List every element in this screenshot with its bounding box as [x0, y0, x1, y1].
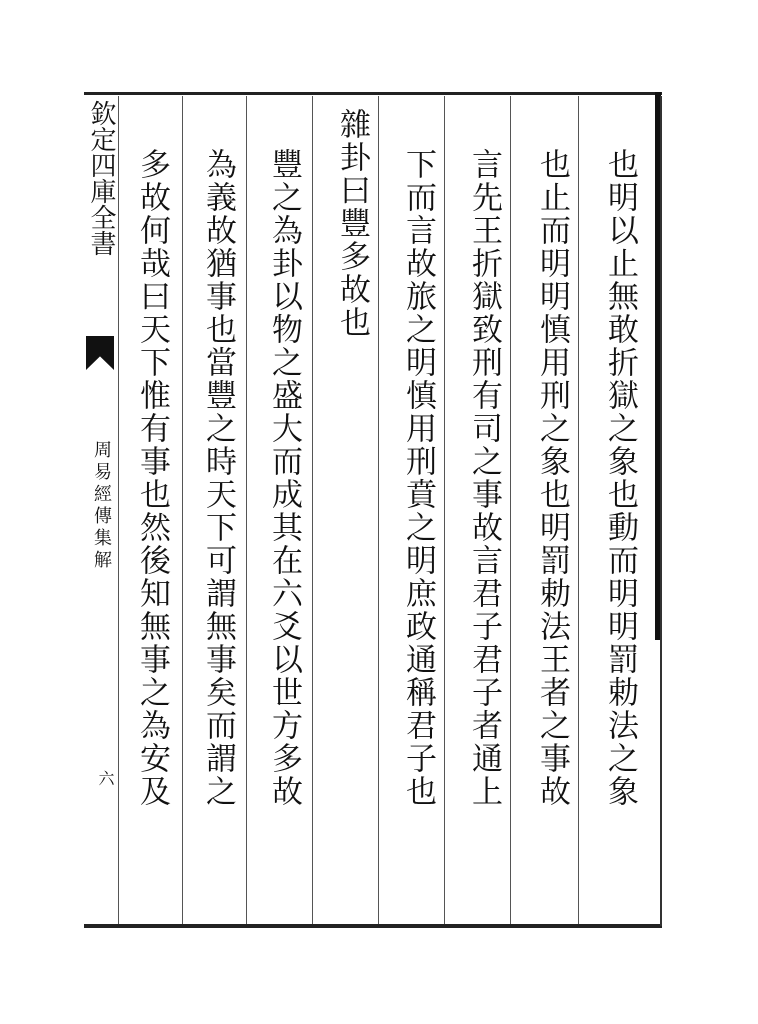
- column-rule: [444, 96, 445, 924]
- text-column-8: 多故何哉曰天下惟有事也然後知無事之為安及: [134, 148, 170, 808]
- frame-top-border: [84, 92, 662, 95]
- text-column-6: 豐之為卦以物之盛大而成其在六爻以世方多故: [266, 148, 302, 808]
- column-rule: [118, 96, 119, 924]
- text-column-5-heading: 雜卦曰豐多故也: [334, 108, 370, 339]
- column-rule: [510, 96, 511, 924]
- page-number: 六: [96, 770, 115, 786]
- text-column-3: 言先王折獄致刑有司之事故言君子君子者通上: [466, 148, 502, 808]
- text-column-4: 下而言故旅之明慎用刑賁之明庶政通稱君子也: [400, 148, 436, 808]
- collection-title: 欽定四庫全書: [86, 100, 116, 256]
- column-rule: [312, 96, 313, 924]
- book-title: 周易經傳集解: [91, 440, 112, 572]
- text-column-2: 也止而明明慎用刑之象也明罰勅法王者之事故: [534, 148, 570, 808]
- column-rule: [578, 96, 579, 924]
- text-column-1: 也明以止無敢折獄之象也動而明明罰勅法之象: [602, 148, 638, 808]
- frame-bottom-border: [84, 924, 662, 928]
- column-rule: [378, 96, 379, 924]
- fish-tail-mark: [86, 336, 114, 370]
- frame-right-inner-border: [660, 96, 662, 926]
- column-rule: [246, 96, 247, 924]
- column-rule: [182, 96, 183, 924]
- text-column-7: 為義故猶事也當豐之時天下可謂無事矣而謂之: [200, 148, 236, 808]
